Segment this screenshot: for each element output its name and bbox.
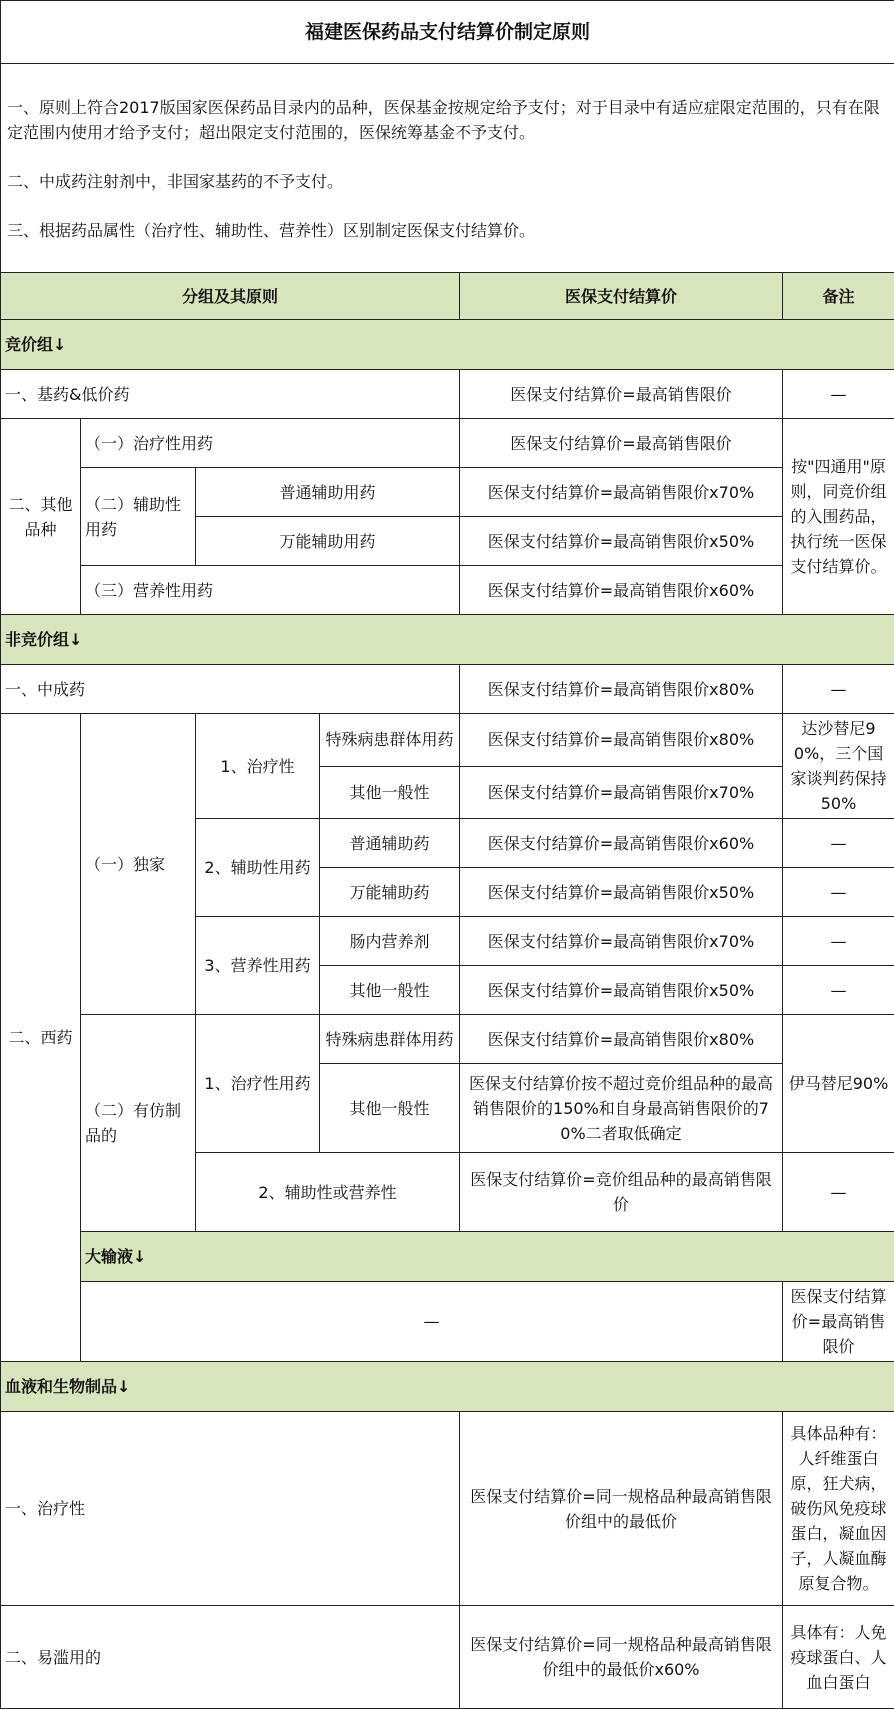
header-group: 分组及其原则 xyxy=(1,273,460,320)
row-label: 万能辅助药 xyxy=(320,868,460,917)
row-label: 二、易滥用的 xyxy=(1,1606,460,1709)
row-label: 其他一般性 xyxy=(320,1064,460,1153)
table-row xyxy=(1,566,894,615)
table-row xyxy=(1,370,894,419)
row-price: 医保支付结算价按不超过竞价组品种的最高销售限价的150%和自身最高销售限价的70%二者取低确定 xyxy=(460,1064,783,1153)
intro-paragraph-1: 一、原则上符合2017版国家医保药品目录内的品种，医保基金按规定给予支付；对于目录中有适应症限定范围的，只有在限定范围内使用才给予支付；超出限定支付范围的，医保统筹基金不予支付。 xyxy=(7,98,880,142)
row-label: 特殊病患群体用药 xyxy=(320,714,460,767)
row-label: 二、西药 xyxy=(1,714,81,1362)
intro-paragraph-2: 二、中成药注射剂中，非国家基药的不予支付。 xyxy=(7,172,344,191)
row-label: （二）辅助性用药 xyxy=(81,468,196,566)
row-label: 其他一般性 xyxy=(320,966,460,1015)
row-note: — xyxy=(783,917,894,966)
row-price: 医保支付结算价=竞价组品种的最高销售限价 xyxy=(460,1153,783,1232)
table-row xyxy=(1,714,894,767)
row-price: 医保支付结算价=最高销售限价x50% xyxy=(460,517,783,566)
row-label: 二、其他品种 xyxy=(1,419,81,615)
row-price: 医保支付结算价=最高销售限价x80% xyxy=(460,714,783,767)
row-price: 医保支付结算价=同一规格品种最高销售限价组中的最低价 xyxy=(460,1412,783,1606)
row-price: 医保支付结算价=最高销售限价x60% xyxy=(460,819,783,868)
section-infusion: 大输液↓ xyxy=(81,1232,894,1282)
page-title: 福建医保药品支付结算价制定原则 xyxy=(1,1,894,64)
table-row xyxy=(1,468,894,517)
intro-paragraph-3: 三、根据药品属性（治疗性、辅助性、营养性）区别制定医保支付结算价。 xyxy=(7,221,536,240)
row-note: — xyxy=(783,966,894,1015)
table-row xyxy=(1,665,894,714)
table-row xyxy=(1,419,894,468)
row-label: 一、治疗性 xyxy=(1,1412,460,1606)
row-note: 具体有：人免疫球蛋白、人血白蛋白 xyxy=(783,1606,894,1709)
row-note: — xyxy=(783,819,894,868)
section-blood: 血液和生物制品↓ xyxy=(1,1362,894,1412)
row-label: 一、中成药 xyxy=(1,665,460,714)
row-label: （二）有仿制品的 xyxy=(81,1015,196,1232)
row-price: 医保支付结算价=最高销售限价 xyxy=(783,1282,894,1362)
row-price: 医保支付结算价=最高销售限价x70% xyxy=(460,766,783,819)
row-label: 2、辅助性或营养性 xyxy=(196,1153,460,1232)
row-label: （一）独家 xyxy=(81,714,196,1015)
row-price: 医保支付结算价=最高销售限价x70% xyxy=(460,468,783,517)
row-label: 特殊病患群体用药 xyxy=(320,1015,460,1064)
table-row xyxy=(1,1015,894,1064)
row-price: 医保支付结算价=最高销售限价x50% xyxy=(460,966,783,1015)
row-note: — xyxy=(783,868,894,917)
table-header-row xyxy=(1,273,894,320)
row-label: 1、治疗性用药 xyxy=(196,1015,320,1153)
header-note: 备注 xyxy=(783,273,894,320)
row-note: 按"四通用"原则，同竞价组的入围药品，执行统一医保支付结算价。 xyxy=(783,419,894,615)
row-label: 3、营养性用药 xyxy=(196,917,320,1015)
row-price: 医保支付结算价=最高销售限价 xyxy=(460,419,783,468)
row-label: 其他一般性 xyxy=(320,766,460,819)
table-row xyxy=(1,1282,894,1362)
row-price: 医保支付结算价=最高销售限价 xyxy=(460,370,783,419)
row-label: — xyxy=(81,1282,783,1362)
row-label: （三）营养性用药 xyxy=(81,566,460,615)
row-price: 医保支付结算价=最高销售限价x70% xyxy=(460,917,783,966)
row-label: 1、治疗性 xyxy=(196,714,320,819)
row-price: 医保支付结算价=最高销售限价x80% xyxy=(460,1015,783,1064)
row-note: 达沙替尼90%，三个国家谈判药保持50% xyxy=(783,714,894,819)
row-price: 医保支付结算价=最高销售限价x50% xyxy=(460,868,783,917)
intro-block xyxy=(1,64,894,273)
row-note: — xyxy=(783,370,894,419)
row-label: 普通辅助药 xyxy=(320,819,460,868)
row-label: （一）治疗性用药 xyxy=(81,419,460,468)
header-price: 医保支付结算价 xyxy=(460,273,783,320)
row-note: — xyxy=(783,1153,894,1232)
row-note: 具体品种有：人纤维蛋白原，狂犬病，破伤风免疫球蛋白，凝血因子，人凝血酶原复合物。 xyxy=(783,1412,894,1606)
row-price: 医保支付结算价=最高销售限价x80% xyxy=(460,665,783,714)
section-non-bidding: 非竞价组↓ xyxy=(1,615,894,665)
row-label: 万能辅助用药 xyxy=(196,517,460,566)
row-label: 一、基药&低价药 xyxy=(1,370,460,419)
row-price: 医保支付结算价=同一规格品种最高销售限价组中的最低价x60% xyxy=(460,1606,783,1709)
row-label: 2、辅助性用药 xyxy=(196,819,320,917)
row-note: 伊马替尼90% xyxy=(783,1015,894,1153)
row-label: 普通辅助用药 xyxy=(196,468,460,517)
row-note: — xyxy=(783,665,894,714)
table-row xyxy=(1,1606,894,1709)
table-row xyxy=(1,1412,894,1606)
section-bidding: 竞价组↓ xyxy=(1,320,894,370)
row-label: 肠内营养剂 xyxy=(320,917,460,966)
row-price: 医保支付结算价=最高销售限价x60% xyxy=(460,566,783,615)
